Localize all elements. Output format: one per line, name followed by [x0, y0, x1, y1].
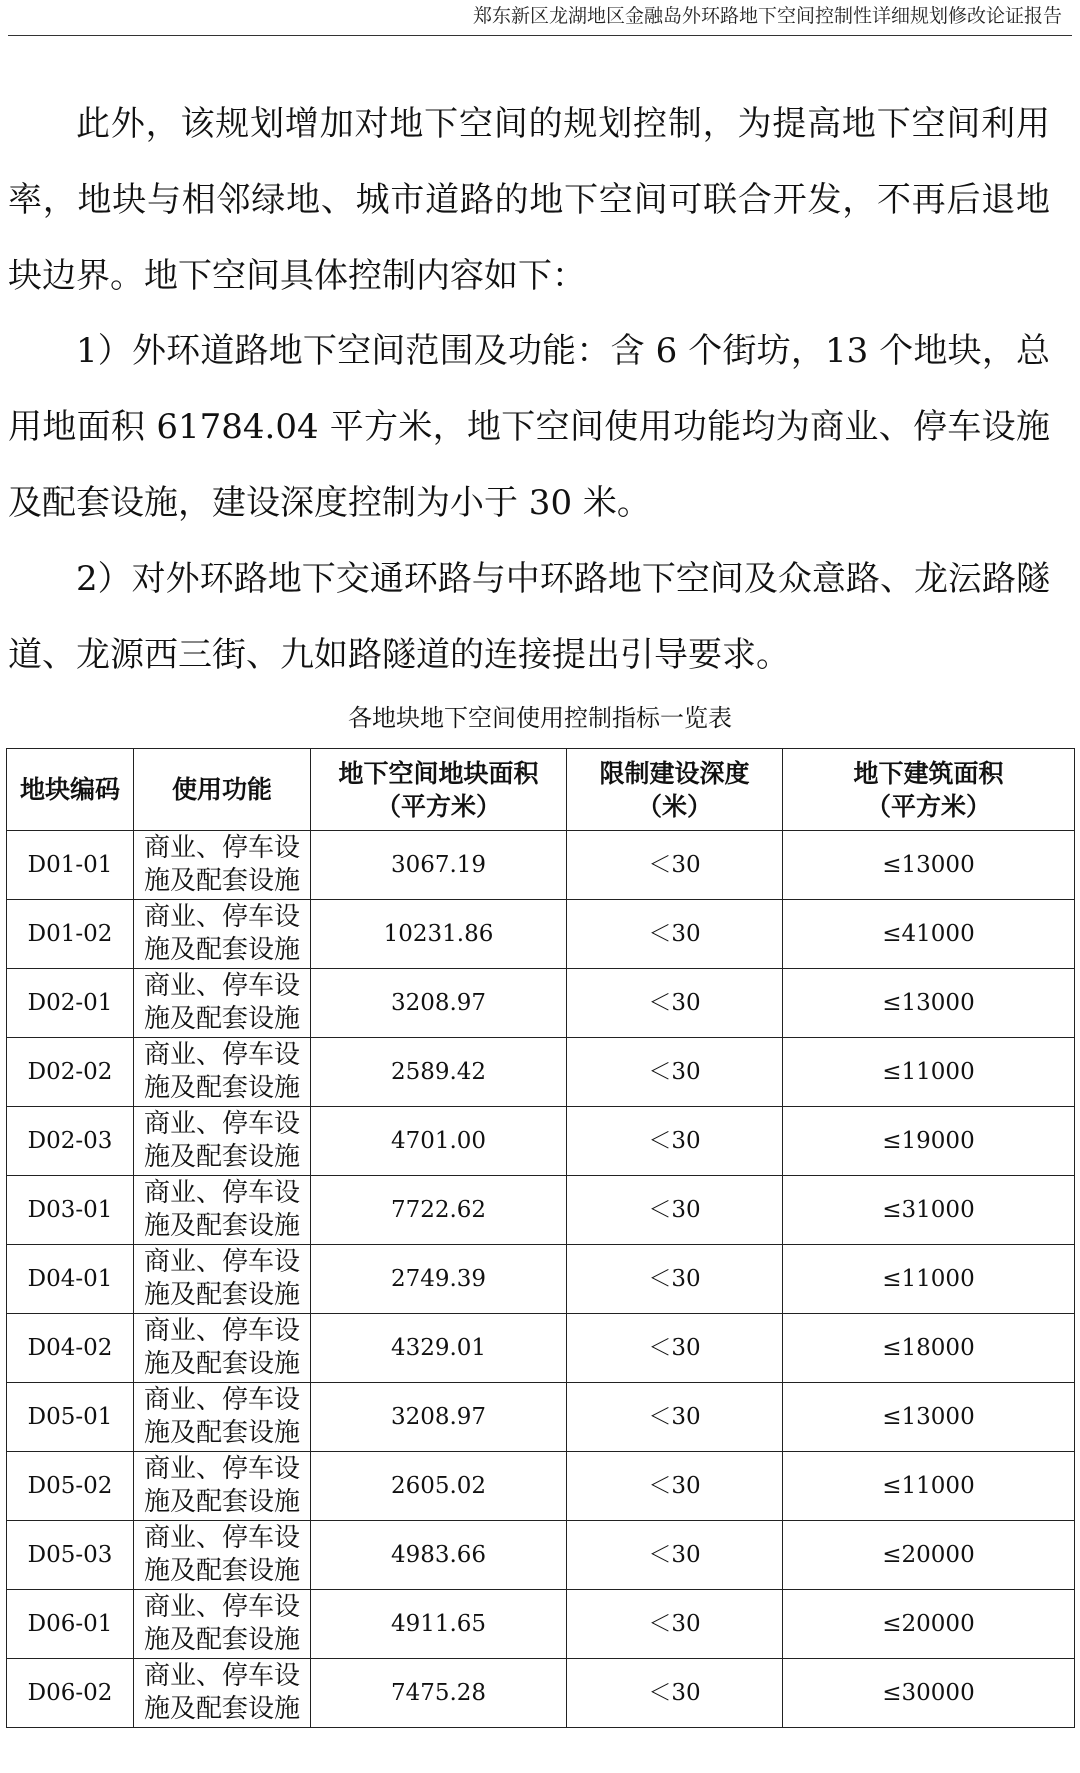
parcel-area-cell: 3208.97	[311, 969, 567, 1038]
table-row	[7, 1590, 1075, 1659]
depth-limit-cell: ＜30	[567, 1314, 783, 1383]
usage-function-cell: 商业、停车设 施及配套设施	[134, 900, 311, 969]
floor-area-cell: ≤13000	[783, 1383, 1075, 1452]
parcel-area-cell: 2749.39	[311, 1245, 567, 1314]
table-row	[7, 1245, 1075, 1314]
floor-area-cell: ≤11000	[783, 1038, 1075, 1107]
usage-function-cell: 商业、停车设 施及配套设施	[134, 1659, 311, 1728]
parcel-area-cell: 3067.19	[311, 831, 567, 900]
header-usage-function: 使用功能	[134, 749, 311, 831]
table-row	[7, 1314, 1075, 1383]
parcel-code-cell: D06-02	[7, 1659, 134, 1728]
table-row	[7, 1176, 1075, 1245]
parcel-code-cell: D04-01	[7, 1245, 134, 1314]
table-caption: 各地块地下空间使用控制指标一览表	[348, 704, 732, 732]
usage-function-cell: 商业、停车设 施及配套设施	[134, 969, 311, 1038]
usage-function-cell: 商业、停车设 施及配套设施	[134, 1245, 311, 1314]
parcel-code-cell: D02-01	[7, 969, 134, 1038]
usage-function-cell: 商业、停车设 施及配套设施	[134, 1590, 311, 1659]
table-row	[7, 1452, 1075, 1521]
usage-function-cell: 商业、停车设 施及配套设施	[134, 1521, 311, 1590]
body-paragraph-item-2: 2）对外环路地下交通环路与中环路地下空间及众意路、龙沄路隧道、龙源西三街、九如路隧道的连接提出引导要求。	[8, 559, 1050, 675]
depth-limit-cell: ＜30	[567, 831, 783, 900]
table-row	[7, 900, 1075, 969]
header-parcel-area: 地下空间地块面积 （平方米）	[311, 749, 567, 831]
parcel-area-cell: 2589.42	[311, 1038, 567, 1107]
parcel-area-cell: 7475.28	[311, 1659, 567, 1728]
floor-area-cell: ≤41000	[783, 900, 1075, 969]
parcel-code-cell: D05-02	[7, 1452, 134, 1521]
usage-function-cell: 商业、停车设 施及配套设施	[134, 1176, 311, 1245]
depth-limit-cell: ＜30	[567, 1245, 783, 1314]
usage-function-cell: 商业、停车设 施及配套设施	[134, 831, 311, 900]
usage-function-cell: 商业、停车设 施及配套设施	[134, 1452, 311, 1521]
usage-function-cell: 商业、停车设 施及配套设施	[134, 1107, 311, 1176]
floor-area-cell: ≤13000	[783, 831, 1075, 900]
parcel-code-cell: D01-01	[7, 831, 134, 900]
table-row	[7, 1659, 1075, 1728]
table-row	[7, 969, 1075, 1038]
parcel-area-cell: 4329.01	[311, 1314, 567, 1383]
usage-function-cell: 商业、停车设 施及配套设施	[134, 1314, 311, 1383]
table-body	[7, 831, 1075, 1728]
header-depth-limit: 限制建设深度 （米）	[567, 749, 783, 831]
parcel-code-cell: D05-03	[7, 1521, 134, 1590]
depth-limit-cell: ＜30	[567, 1038, 783, 1107]
depth-limit-cell: ＜30	[567, 1521, 783, 1590]
header-divider	[8, 35, 1072, 36]
parcel-area-cell: 4701.00	[311, 1107, 567, 1176]
floor-area-cell: ≤31000	[783, 1176, 1075, 1245]
depth-limit-cell: ＜30	[567, 969, 783, 1038]
table-row	[7, 1038, 1075, 1107]
depth-limit-cell: ＜30	[567, 1452, 783, 1521]
table-row	[7, 1107, 1075, 1176]
floor-area-cell: ≤19000	[783, 1107, 1075, 1176]
floor-area-cell: ≤11000	[783, 1452, 1075, 1521]
depth-limit-cell: ＜30	[567, 900, 783, 969]
parcel-area-cell: 7722.62	[311, 1176, 567, 1245]
parcel-code-cell: D04-02	[7, 1314, 134, 1383]
floor-area-cell: ≤20000	[783, 1590, 1075, 1659]
body-paragraph-item-1: 1）外环道路地下空间范围及功能：含 6 个街坊，13 个地块，总用地面积 61784.04 平方米，地下空间使用功能均为商业、停车设施及配套设施，建设深度控制为小于 30 米。	[8, 331, 1050, 523]
body-paragraph-intro: 此外，该规划增加对地下空间的规划控制，为提高地下空间利用率，地块与相邻绿地、城市道路的地下空间可联合开发，不再后退地块边界。地下空间具体控制内容如下：	[8, 104, 1050, 296]
header-parcel-code: 地块编码	[7, 749, 134, 831]
floor-area-cell: ≤13000	[783, 969, 1075, 1038]
parcel-area-cell: 3208.97	[311, 1383, 567, 1452]
parcel-area-cell: 4911.65	[311, 1590, 567, 1659]
parcel-code-cell: D01-02	[7, 900, 134, 969]
table-header-row	[7, 749, 1075, 831]
control-indicator-table	[6, 748, 1075, 1728]
table-row	[7, 1521, 1075, 1590]
parcel-code-cell: D02-02	[7, 1038, 134, 1107]
usage-function-cell: 商业、停车设 施及配套设施	[134, 1038, 311, 1107]
parcel-code-cell: D03-01	[7, 1176, 134, 1245]
running-header: 郑东新区龙湖地区金融岛外环路地下空间控制性详细规划修改论证报告	[472, 5, 1062, 27]
parcel-area-cell: 10231.86	[311, 900, 567, 969]
depth-limit-cell: ＜30	[567, 1659, 783, 1728]
parcel-area-cell: 4983.66	[311, 1521, 567, 1590]
parcel-code-cell: D06-01	[7, 1590, 134, 1659]
usage-function-cell: 商业、停车设 施及配套设施	[134, 1383, 311, 1452]
depth-limit-cell: ＜30	[567, 1590, 783, 1659]
table-row	[7, 1383, 1075, 1452]
parcel-code-cell: D05-01	[7, 1383, 134, 1452]
table-row	[7, 831, 1075, 900]
floor-area-cell: ≤11000	[783, 1245, 1075, 1314]
floor-area-cell: ≤20000	[783, 1521, 1075, 1590]
header-floor-area: 地下建筑面积 （平方米）	[783, 749, 1075, 831]
depth-limit-cell: ＜30	[567, 1383, 783, 1452]
depth-limit-cell: ＜30	[567, 1107, 783, 1176]
parcel-code-cell: D02-03	[7, 1107, 134, 1176]
depth-limit-cell: ＜30	[567, 1176, 783, 1245]
floor-area-cell: ≤30000	[783, 1659, 1075, 1728]
parcel-area-cell: 2605.02	[311, 1452, 567, 1521]
floor-area-cell: ≤18000	[783, 1314, 1075, 1383]
